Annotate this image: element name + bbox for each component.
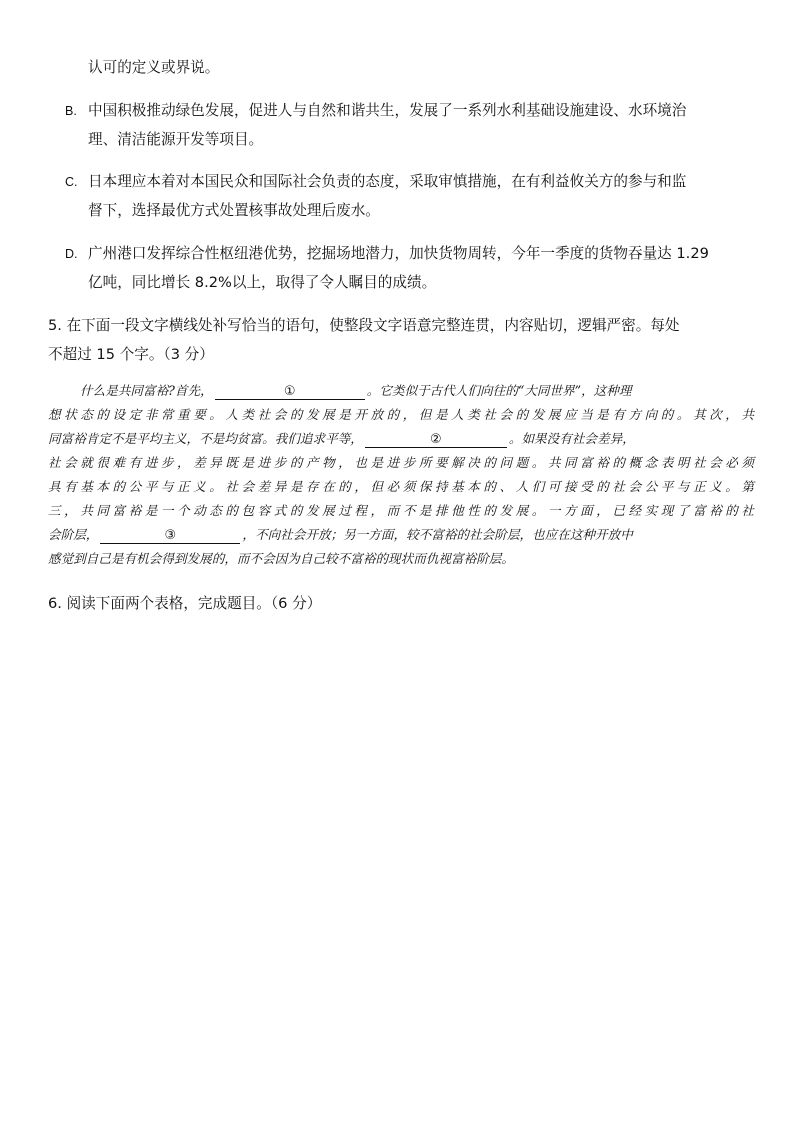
option-d-text-line2: 亿吨，同比增长 8.2%以上，取得了令人瞩目的成绩。 xyxy=(88,274,437,291)
passage-line-3 xyxy=(48,429,635,449)
option-c xyxy=(65,172,686,192)
option-b-text-line2: 理、清洁能源开发等项目。 xyxy=(88,131,264,148)
passage-line-3-end: 。如果没有社会差异， xyxy=(508,431,635,446)
passage-line-6: 三，共同富裕是一个动态的包容式的发展过程，而不是排他性的发展。一方面，已经实现了富裕的社 xyxy=(48,503,754,518)
option-a-continuation: 认可的定义或界说。 xyxy=(88,59,220,76)
passage-line-7-start: 会阶层， xyxy=(48,527,99,542)
passage-line-1 xyxy=(80,381,631,401)
question-5-prompt-line1: 5. 在下面一段文字横线处补写恰当的语句，使整段文字语意完整连贯，内容贴切，逻辑严密。每处 xyxy=(48,317,680,334)
passage-line-8: 感觉到自己是有机会得到发展的，而不会因为自己较不富裕的现状而仇视富裕阶层。 xyxy=(48,551,514,566)
passage-line-5: 具有基本的公平与正义。社会差异是存在的，但必须保持基本的、人们可接受的社会公平与正义。第 xyxy=(48,479,754,494)
answer-blank-3[interactable]: ③ xyxy=(100,528,240,544)
option-b-letter: B. xyxy=(65,104,77,118)
question-5-prompt-line2: 不超过 15 个字。（3 分） xyxy=(48,346,214,363)
passage-line-3-start: 同富裕肯定不是平均主义，不是均贫富。我们追求平等， xyxy=(48,431,363,446)
option-d-text-line1: 广州港口发挥综合性枢纽港优势，挖掘场地潜力，加快货物周转，今年一季度的货物吞量达 1.29 xyxy=(88,245,709,262)
passage-line-7 xyxy=(48,525,633,545)
answer-blank-2[interactable]: ② xyxy=(365,432,507,448)
passage-line-1-end: 。它类似于古代人们向往的“大同世界”，这种理 xyxy=(366,383,632,398)
option-d xyxy=(65,244,709,264)
passage-line-2: 想状态的设定非常重要。人类社会的发展是开放的，但是人类社会的发展应当是有方向的。其次，共 xyxy=(48,407,754,422)
option-c-text-line1: 日本理应本着对本国民众和国际社会负责的态度，采取审慎措施，在有利益攸关方的参与和监 xyxy=(88,173,687,190)
option-b-text-line1: 中国积极推动绿色发展，促进人与自然和谐共生，发展了一系列水利基础设施建设、水环境治 xyxy=(88,102,687,119)
passage-line-1-start: 什么是共同富裕?首先， xyxy=(80,383,213,398)
option-b xyxy=(65,101,686,121)
answer-blank-1[interactable]: ① xyxy=(215,384,365,400)
option-c-text-line2: 督下，选择最优方式处置核事故处理后废水。 xyxy=(88,202,380,219)
passage-line-4: 社会就很难有进步，差异既是进步的产物，也是进步所要解决的问题。共同富裕的概念表明社会必须 xyxy=(48,455,754,470)
passage-line-7-end: ，不向社会开放；另一方面，较不富裕的社会阶层，也应在这种开放中 xyxy=(242,527,633,542)
option-c-letter: C. xyxy=(65,175,78,189)
question-6-prompt: 6. 阅读下面两个表格，完成题目。（6 分） xyxy=(48,595,322,612)
option-d-letter: D. xyxy=(65,247,78,261)
